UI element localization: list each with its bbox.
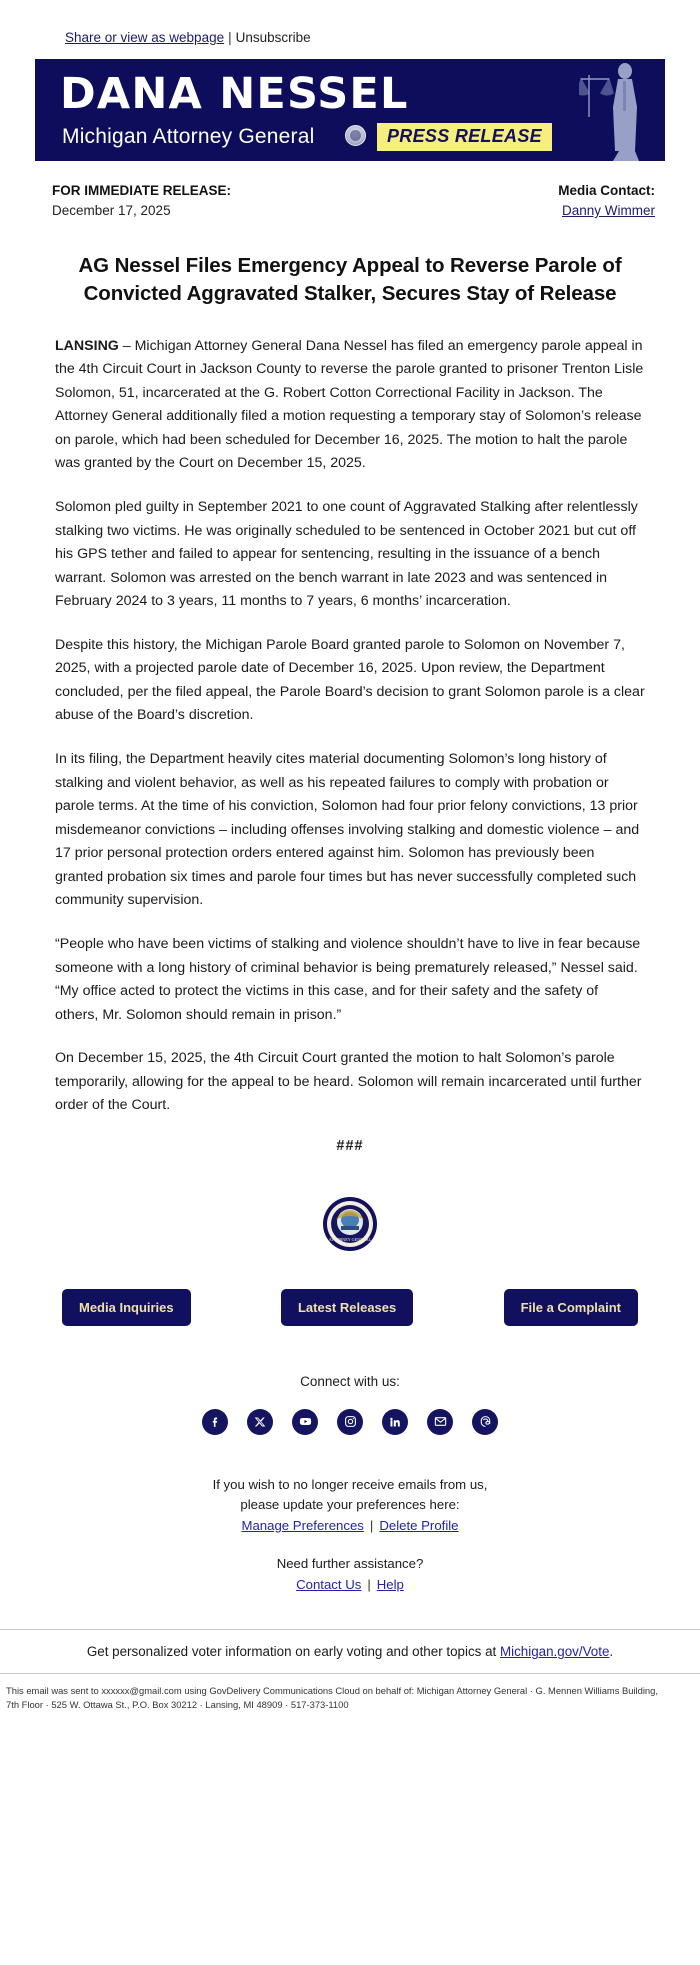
instagram-icon[interactable] (337, 1409, 363, 1435)
paragraph-2: Solomon pled guilty in September 2021 to one count of Aggravated Stalking after relentlessly stalking two victims. He was originally scheduled to be sentenced in October 2021 but cut off his GPS tether and failed to appear for sentencing, resulting in the issuance of a bench warrant. Solomon was arrested on the bench warrant in late 2023 and was sentenced in February 2024 to 3 years, 11 months to 7 years, 6 months’ incarceration. (55, 498, 638, 610)
fineprint (0, 1674, 700, 1720)
media-contact-block (558, 183, 655, 218)
footer-links (0, 1475, 700, 1595)
release-label: FOR IMMEDIATE RELEASE: (52, 183, 232, 198)
cta-row (0, 1289, 700, 1326)
manage-preferences-link[interactable]: Manage Preferences (241, 1517, 364, 1533)
end-marker: ### (336, 1137, 364, 1154)
help-link[interactable]: Help (376, 1576, 404, 1592)
paragraph-5: “People who have been victims of stalking and violence shouldn’t have to live in fear because someone with a long history of criminal behavior is being prematurely released,” Nessel said. “My office acted to protect the victims in this case, and for their safety and the safety of others, Mr. Solomon should remain in prison.” (55, 935, 641, 1023)
press-release-badge: PRESS RELEASE (377, 123, 552, 151)
press-release-banner (35, 59, 665, 161)
connect-with-us-label: Connect with us: (300, 1373, 400, 1389)
release-date-block (52, 183, 231, 218)
social-row (0, 1409, 700, 1435)
press-release-body (0, 335, 700, 1154)
voter-info-text-after: . (609, 1644, 614, 1660)
paragraph-1-text: – Michigan Attorney General Dana Nessel has filed an emergency parole appeal in the 4th Circuit Court in Jackson County to reverse the parole granted to prisoner Trenton Lisle Solomon, 51, incarcerated at the G. Robert Cotton Correctional Facility in Jackson. The Attorney General additionally filed a motion requesting a temporary stay of Solomon’s release on parole, which had been scheduled for December 16, 2025. The motion to halt the parole was granted by the Court on December 15, 2025. (55, 337, 644, 472)
share-or-view-webpage-link[interactable]: Share or view as webpage (65, 30, 225, 45)
assistance-links (0, 1575, 700, 1595)
media-contact-link[interactable]: Danny Wimmer (561, 203, 655, 218)
media-contact-label: Media Contact: (558, 183, 655, 198)
contact-us-link[interactable]: Contact Us (296, 1576, 362, 1592)
footer-separator-1: | (369, 1517, 374, 1533)
paragraph-3: Despite this history, the Michigan Parole Board granted parole to Solomon on November 7, 2025, with a projected parole date of December 16, 2025. Upon review, the Department concluded, per the filed appeal, the Parole Board’s decision to grant Solomon parole is a clear abuse of the Board’s discretion. (55, 636, 645, 724)
file-a-complaint-button[interactable]: File a Complaint (504, 1289, 638, 1326)
voter-info-text-before: Get personalized voter information on early voting and other topics at (86, 1644, 500, 1660)
release-date: December 17, 2025 (52, 203, 171, 218)
attorney-general-seal-icon (322, 1196, 378, 1252)
preheader (0, 0, 700, 59)
footer-separator-2: | (367, 1576, 371, 1592)
svg-text:ATTORNEY GENERAL: ATTORNEY GENERAL (328, 1236, 372, 1242)
dateline-city: LANSING (55, 337, 119, 354)
michigan-gov-vote-link[interactable]: Michigan.gov/Vote (499, 1644, 610, 1660)
fineprint-line-1: This email was sent to xxxxxx@gmail.com using GovDelivery Communications Cloud on behalf of: Michigan Attorney General · G. Mennen Williams Building, (6, 1685, 658, 1697)
paragraph-4: In its filing, the Department heavily cites material documenting Solomon’s long history of stalking and violent behavior, as well as his repeated failures to comply with probation or parole terms. At the time of his conviction, Solomon had four prior felony convictions, 13 prior misdemeanor convictions – including offenses involving stalking and domestic violence – and 17 prior personal protection orders entered against him. Solomon has previously been granted probation six times and parole four times but has never successfully completed such community supervision. (55, 751, 640, 909)
lady-justice-icon (579, 59, 657, 161)
latest-releases-button[interactable]: Latest Releases (281, 1289, 413, 1326)
facebook-icon[interactable] (202, 1409, 228, 1435)
banner-wrap (0, 59, 700, 161)
assistance-line: Need further assistance? (276, 1556, 424, 1572)
x-twitter-icon[interactable] (247, 1409, 273, 1435)
unsubscribe-link[interactable]: Unsubscribe (235, 30, 311, 45)
fineprint-line-2: 7th Floor · 525 W. Ottawa St., P.O. Box 30212 · Lansing, MI 48909 · 517-373-1100 (6, 1699, 349, 1711)
linkedin-icon[interactable] (382, 1409, 408, 1435)
media-inquiries-button[interactable]: Media Inquiries (62, 1289, 191, 1326)
state-seal-icon (345, 125, 366, 146)
footer-gap (0, 1536, 700, 1554)
threads-icon[interactable] (472, 1409, 498, 1435)
email-icon[interactable] (427, 1409, 453, 1435)
release-meta (0, 161, 700, 218)
unsubscribe-line-2: please update your preferences here: (240, 1497, 460, 1513)
preheader-separator: | (228, 30, 232, 45)
page-title: AG Nessel Files Emergency Appeal to Reverse Parole of Convicted Aggravated Stalker, Secures Stay of Release (78, 254, 622, 306)
paragraph-6: On December 15, 2025, the 4th Circuit Court granted the motion to halt Solomon’s parole temporarily, allowing for the appeal to be heard. Solomon will remain incarcerated until further order of the Court. (55, 1050, 642, 1114)
seal-row (0, 1196, 700, 1257)
unsubscribe-line-1: If you wish to no longer receive emails from us, (212, 1476, 488, 1492)
preferences-links (0, 1516, 700, 1536)
banner-name: DANA NESSEL (60, 69, 409, 119)
banner-subtitle: Michigan Attorney General (62, 125, 315, 148)
paragraph-1 (55, 335, 645, 476)
youtube-icon[interactable] (292, 1409, 318, 1435)
delete-profile-link[interactable]: Delete Profile (379, 1517, 459, 1533)
voter-info-bar (0, 1629, 700, 1674)
